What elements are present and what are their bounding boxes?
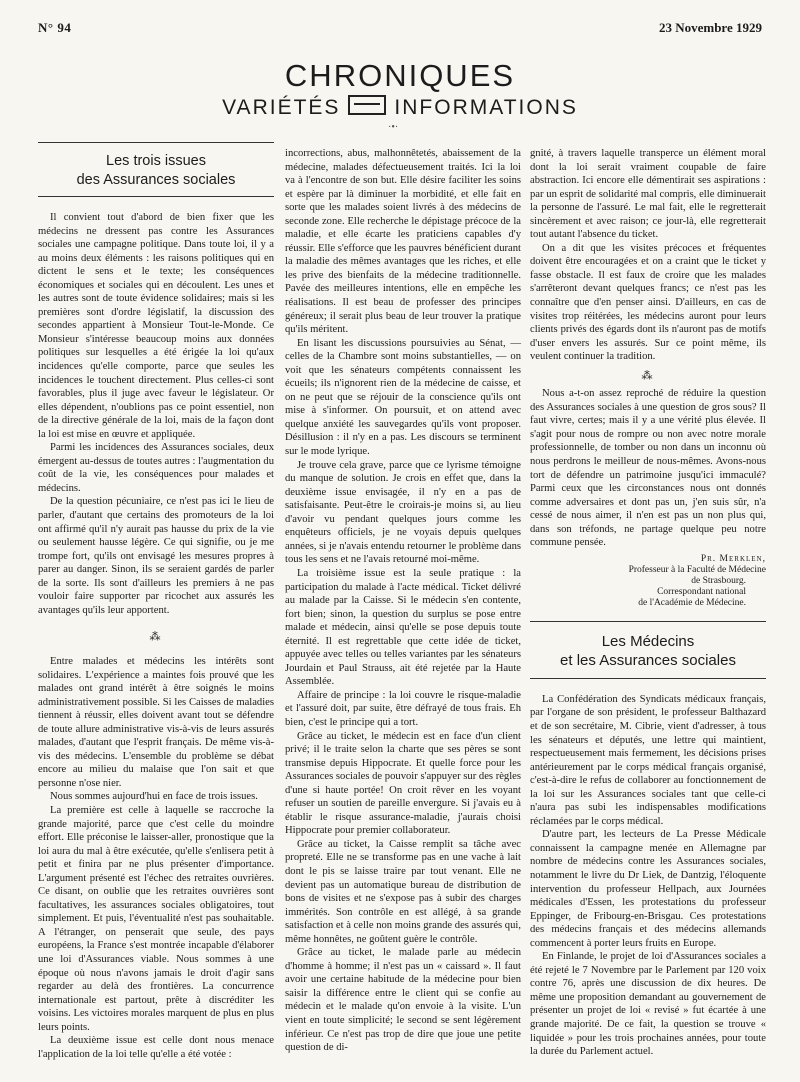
ornament-icon [348,95,386,115]
divider [38,196,274,197]
paragraph: Parmi les incidences des Assurances sociales, deux émergent au-dessus de toutes autres : l'augmentation du coût de la vie, les conséquences pour malades et médecins. [38,442,274,494]
paragraph: incorrections, abus, malhonnêtetés, abaissement de la médecine, malades défectueusement traités. Ici la loi va à l'encontre de son but. Elle désire faciliter les soins et espère par là diminuer la morbidité, et elle fait en sorte que les malades soient livrés à des médecins de seconde zone. Elle recherche le dépistage précoce de la maladie, et elle écarte les praticiens capables d'y réussir. Elle s'efforce que les pauvres bénéficient durant la maladie des mêmes avantages que les riches, et elle les prive des bienfaits de la médecine traditionnelle. Pavée des meilleures intentions, elle en empêche les réalisations. Il est beau de professer des principes généreux; il serait plus beau de leur trouver la pratique qu'ils méritent. [285,148,521,336]
issue-date: 23 Novembre 1929 [658,20,762,35]
paragraph: Grâce au ticket, la Caisse remplit sa tâche avec propreté. Elle ne se transforme pas en une vache à lait dont le pis se laisse traire par tout venant. Elle ne devient pas un automatique bureau de distribution de bons de visites et ne s'expose pas à subir des charges immérités. Son contrôle en est allégé, à sa grande satisfaction et à celle non moins grande des assurés qui, même honnêtes, ne goûtent guère le contrôle. [285,838,521,945]
paragraph: En lisant les discussions poursuivies au Sénat, — celles de la Chambre sont moins substantielles, — on voit que les sénateurs compétents connaissent les écueils; ils n'ignorent rien de la médecine de caisse, et on ne peut que se réjouir de la conscience qu'ils ont mise à s'informer. On poursuit, et on attend avec quelque anxiété les sauvegardes qu'ils vont proposer. Désillusion : il n'y en a pas. Les discours se terminent sur le mode lyrique. [285,337,521,458]
paragraph: La deuxième issue est celle dont nous menace l'application de la loi telle qu'elle a été votée : [38,1035,274,1060]
paragraph: De la question pécuniaire, ce n'est pas ici le lieu de parler, d'autant que certains des promoteurs de la loi ont affirmé qu'il n'y aurait pas hausse du prix de la vie ou seulement hausse légère. Ce qui signifie, ou je me trompe fort, qu'ils ont envisagé les mesures propres à parer au danger. Sinon, ils se seraient gardés de parler de la sorte. Ils sont d'ailleurs les premiers à ne pas vouloir faire supporter par ricochet aux assurés les avantages qu'ils leur apportent. [38,496,274,616]
paragraph: La troisième issue est la seule pratique : la participation du malade à l'acte médical. Ticket délivré au malade par la Caisse. Si le médecin s'en contente, fort bien; sinon, la question du surplus se pose entre malade et médecin, ainsi qu'elle se pose depuis toute éternité. Il est regrettable que cette idée de ticket, appuyée avec telles ou telles variantes par les sénateurs Jourdain et Paul Strauss, ait été rejetée par la Haute Assemblée. [285,567,521,688]
paragraph: La première est celle à laquelle se raccroche la grande majorité, parce que c'est celle du moindre effort. Elle préconise le laisser-aller, pronostique que la loi aura du mal à être exécutée, qu'elle s'enlisera petit à petit et finira par ne plus présenter d'importance. L'argument présenté est l'échec des retraites ouvrières. Ce disant, on oublie que les retraites ouvrières sont facultatives, les assurances sociales obligatoires, tout simplement. Et puis, l'éventualité n'est pas souhaitable. A l'étranger, on penserait que seule, des pays européens, la France s'est montrée incapable d'élaborer une loi d'Assurances viable. Nous sommes à une époque où nous n'avons jamais le droit d'agir sans regarder au delà des frontières. La concurrence internationale est partout, prête à discréditer les voisins. Les victoires morales marquent de plus en plus leurs points. [38,804,274,1033]
paragraph: D'autre part, les lecteurs de La Presse Médicale connaissent la campagne menée en Allemagne par nombre de médecins contre les Assurances sociales, notamment le livre du Dr Liek, de Dantzig, l'éloquente intervention du professeur Hellpach, aux Journées médicales d'Essen, les protestations du professeur Eppinger, de Fribourg-en-Brisgau. Ces protestations des médecins français et des médecins allemands commencent à porter leurs fruits en Europe. [530,829,766,949]
paragraph: Nous a-t-on assez reproché de réduire la question des Assurances sociales à une question de gros sous? Il faut vivre, certes; mais il y a une vérité plus élevée. Il s'agit pour nous de rompre ou non avec notre morale professionnelle, de tomber ou non dans un inconnu où nous perdrons le meilleur de nous-mêmes. Avons-nous tort de défendre un patrimoine jusqu'ici immaculé? Parmi ceux que les circonstances nous ont donnés comme adversaires et dont pas un, j'en suis sûr, n'a cessé de nous aimer, il n'en est pas un non plus qui, dans son tréfonds, ne partage quelque peu notre commune pensée. [530,388,766,549]
paragraph: Entre malades et médecins les intérêts sont solidaires. L'expérience a maintes fois prouvé que les malades ont grand intérêt à être soignés le moins administrativement possible. Si les Caisses de maladies tiennent à réussir, elles doivent avant tout se défendre de toute allure administrative vis-à-vis de leurs assurés malades, d'autant que l'esprit français. De même vis-à-vis des médecins. L'ensemble du problème se débat encore au milieu du malaise que l'on sait et que personne n'ose nier. [38,655,274,789]
issue-number: N° 94 [38,20,72,35]
article-title-line: et les Assurances sociales [560,651,736,669]
signature-line: de Strasbourg. [691,575,746,586]
signature-line: de l'Académie de Médecine. [638,597,746,608]
article-title-line: Les trois issues [106,153,206,169]
divider [38,142,274,143]
paragraph: Affaire de principe : la loi couvre le risque-maladie et l'assuré doit, par suite, être défrayé de tous frais. Eh bien, c'est le principe qui a tort. [285,689,521,728]
article-title [530,632,766,670]
column-2 [285,147,521,1055]
masthead-left: VARIÉTÉS [222,96,341,119]
ornament-dot-icon: ·•· [388,122,399,133]
masthead-subtitle [0,95,800,120]
signature-line: Correspondant national [657,586,746,597]
signature-name: Pr. Merklen, [700,553,766,564]
page-header [38,20,762,42]
signature-line: Professeur à la Faculté de Médecine [628,564,766,575]
paragraph: On a dit que les visites précoces et fréquentes doivent être encouragées et on a craint que le ticket y fasse obstacle. Il est faux de croire que les malades s'arrêteront devant quelques francs; ce n'est pas les connaître que d'en penser ainsi. D'ailleurs, en cas de visites trop réitérées, les médecins auront pour leurs clients privés des égards dont ils n'auront pas de motifs d'user envers les assurés. Sur ce point même, ils veulent continuer la tradition. [530,242,766,363]
masthead-title: CHRONIQUES [284,58,516,93]
paragraph: Grâce au ticket, le malade parle au médecin d'homme à homme; il n'est pas un « caissard ». Il faut avoir une certaine habitude de la médecine pour bien saisir la différence entre le client qui se confie au médecin et le malade qu'on envoie à la visite. L'un vient en toute simplicité; le second se sent légèrement inférieur. Ce n'est pas trop de dire que joue une petite question de di- [285,947,521,1054]
paragraph: Grâce au ticket, le médecin est en face d'un client privé; il le traite selon la charte que ses pères se sont transmise depuis Hippocrate. Et quelle force pour les Assurances sociales de pouvoir s'appuyer sur des règles d'une si haute portée! On croit rêver en les voyant refuser un soutien de pareille envergure. Si j'avais eu à établir le risque assurance-maladie, j'aurais choisi Hippocrate pour premier collaborateur. [285,730,521,837]
paragraph: En Finlande, le projet de loi d'Assurances sociales a été rejeté le 7 Novembre par le Parlement par 120 voix contre 76, après une discussion de dix heures. De même une proposition demandant au gouvernement de présenter un projet de loi « revisé » fut écartée à une grande majorité. De ce fait, la question se trouve « liquidée » pour les trois prochaines années, pour toute la durée du Parlement actuel. [530,951,766,1058]
section-separator: ⁂ [641,369,655,382]
column-3 [530,147,766,1059]
column-1 [38,140,274,1061]
signature [530,554,766,609]
paragraph: Je trouve cela grave, parce que ce lyrisme témoigne du manque de solution. Je crois en effet que, dans la deuxième issue envisagée, il n'y en a pas de satisfaisante. Peut-être le croirais-je moins si, au lieu d'avoir vu pendant quelques jours comme les enquêteurs officiels, je ne voyais depuis quelques années, si je n'avais entendu retourner le problème dans tous les sens et ne l'avais retourné moi-même. [285,459,521,566]
divider [530,621,766,622]
paragraph: Nous sommes aujourd'hui en face de trois issues. [50,791,258,803]
paragraph: Il convient tout d'abord de bien fixer que les médecins ne dressent pas contre les Assurances sociales une campagne politique. Dans toute loi, il y a au moins deux éléments : les raisons politiques qui en dictent le sens et le texte; les conséquences économiques et sociales qui en découlent. Les unes et les autres sont de toute évidence solidaires; mais si les premières sont d'ordre législatif, la discussion des secondes appartient à Monsieur Tout-le-Monde. Ce Monsieur s'intéresse beaucoup moins aux données politiques sur lesquelles a été érigée la loi qu'aux incidences qu'elle comporte, parce que seules les incidences le touchent directement. Plus celles-ci sont favorables, plus il juge avec faveur le législateur. Or elles dépendent, n'oublions pas ce point essentiel, non de la directive générale de la loi, mais de la façon dont la loi est mise en œuvre et appliquée. [38,212,274,440]
divider [530,678,766,679]
paragraph: La Confédération des Syndicats médicaux français, par l'organe de son président, le professeur Balthazard et de son secrétaire, M. Cibrie, vient d'adresser, à tous les sénateurs et députés, une lettre qui maintient, respectueusement mais fermement, les décisions prises antérieurement par le corps médical français organisé, c'est-à-dire le refus de collaborer au fonctionnement de la loi sur les Assurances sociales tant que celle-ci n'aura pas subi les indispensables modifications réclamées par le corps médical. [530,693,766,827]
masthead-right: INFORMATIONS [394,96,578,119]
article-title [38,152,274,190]
article-title-line: Les Médecins [601,632,695,650]
article-title-line: des Assurances sociales [76,172,236,188]
section-separator: ⁂ [149,631,163,644]
paragraph: gnité, à travers laquelle transperce un élément moral dont la loi serait vraiment coupable de faire abstraction. Ici encore elle démentirait ses aspirations : par un esprit de solidarité mal compris, elle diminuerait la personne de l'assuré. Le mal fait, elle le regretterait sincèrement et avec raison; ce jour-là, elle regretterait tout autant l'absence du ticket. [530,148,766,241]
